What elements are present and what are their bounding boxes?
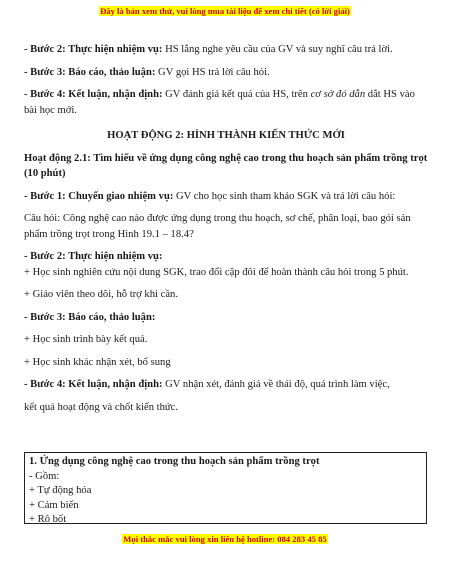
b-step4-line2: kết quả hoạt động và chốt kiến thức. (24, 401, 179, 413)
step2-label: - Bước 2: Thực hiện nhiệm vụ: (24, 44, 163, 55)
knowledge-box (24, 452, 427, 524)
step3-label: - Bước 3: Báo cáo, thảo luận: (24, 66, 156, 78)
paragraph-step3 (24, 65, 428, 81)
hotline-notice-banner (0, 534, 450, 544)
b-step2-line1: + Học sinh nghiên cứu nội dung SGK, trao đổi cặp đôi để hoàn thành câu hỏi trong 5 phút. (24, 266, 409, 278)
step2-text: HS lắng nghe yêu cầu của GV và suy nghĩ câu trả lời. (162, 44, 393, 55)
paragraph-b-step1 (24, 189, 428, 205)
box-title: 1. Ứng dụng công nghệ cao trong thu hoạch sản phẩm trồng trọt (29, 456, 320, 467)
paragraph-step2 (24, 42, 428, 58)
b-step3-label: - Bước 3: Báo cáo, thảo luận: (24, 311, 156, 323)
b-step4-text: GV nhận xét, đánh giá về thái độ, quá trình làm việc, (162, 379, 390, 390)
b-step3-line1: + Học sinh trình bày kết quả. (24, 334, 148, 345)
question-text: Câu hỏi: Công nghệ cao nào được ứng dụng trong thu hoạch, sơ chế, phân loại, bao gói sản phẩm trồng trọt trong Hình 19.1 – 18.4? (24, 213, 411, 240)
step4-text-italic: cơ sở đó dẫn (310, 89, 366, 100)
step4-label: - Bước 4: Kết luận, nhận định: (24, 89, 163, 100)
paragraph-b-step4 (24, 377, 428, 393)
step4-text-b: dắt HS vào bài học mới. (24, 89, 415, 116)
b-step1-label: - Bước 1: Chuyển giao nhiệm vụ: (24, 190, 174, 202)
b-step3-line2: + Học sinh khác nhận xét, bổ sung (24, 356, 171, 368)
box-item: - Gồm: (29, 470, 60, 482)
preview-notice-banner (0, 6, 450, 16)
paragraph-step4 (24, 87, 428, 118)
box-item: + Tự động hóa (29, 485, 92, 496)
preview-notice-text: Đây là bản xem thử, vui lòng mua tài liệu để xem chi tiết (có lời giải) (100, 6, 350, 16)
b-step4-label: - Bước 4: Kết luận, nhận định: (24, 379, 163, 390)
activity-title: Hoạt động 2.1: Tìm hiểu về ứng dụng công nghệ cao trong thu hoạch sản phẩm trồng trọt (10 phút) (24, 152, 428, 179)
box-item: + Rô bốt (29, 514, 67, 525)
b-step2-label: - Bước 2: Thực hiện nhiệm vụ: (24, 251, 163, 262)
section-heading: HOẠT ĐỘNG 2: HÌNH THÀNH KIẾN THỨC MỚI (107, 130, 345, 141)
b-step1-text: GV cho học sinh tham khảo SGK và trả lời câu hỏi: (173, 190, 396, 202)
document-body (24, 42, 428, 415)
b-step2-line2: + Giáo viên theo dõi, hỗ trợ khi cần. (24, 289, 178, 300)
step3-text: GV gọi HS trả lời câu hỏi. (155, 66, 270, 78)
box-item: + Cảm biến (29, 499, 79, 511)
hotline-notice-text: Mọi thắc mắc vui lòng xin liên hệ hotline: 084 283 45 85 (123, 534, 327, 544)
step4-text-a: GV đánh giá kết quả của HS, trên (162, 89, 311, 100)
